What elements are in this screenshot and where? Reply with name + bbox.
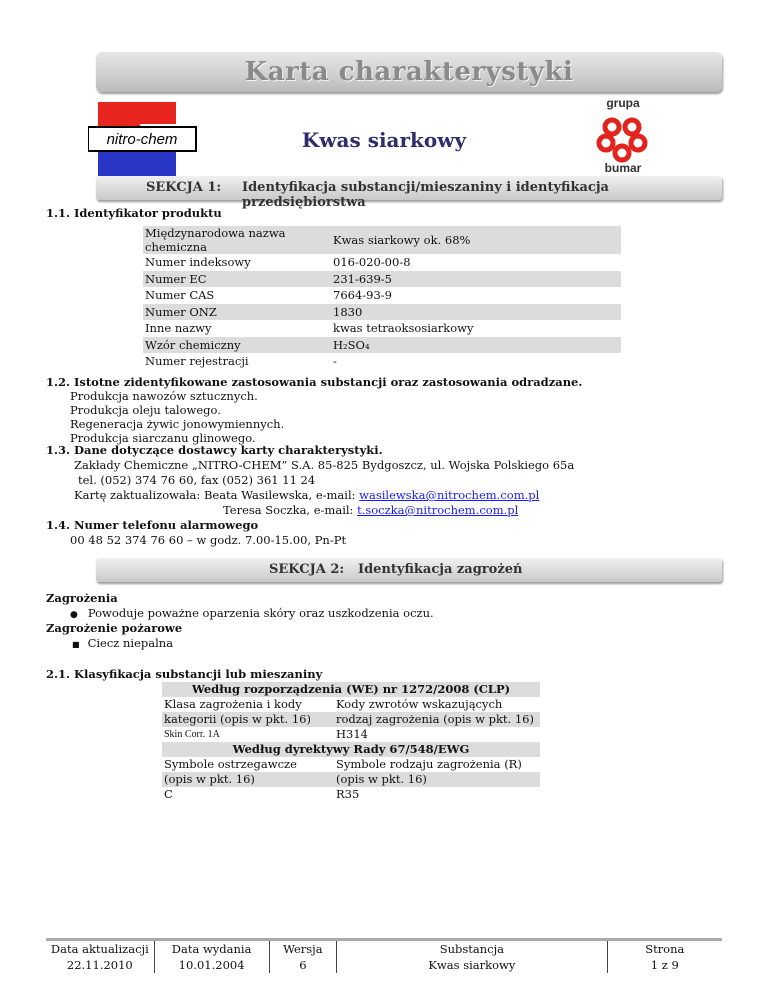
dsd-col2-header: Symbole rodzaju zagrożenia (R) — [336, 757, 522, 771]
identifier-value: Kwas siarkowy ok. 68% — [333, 233, 471, 247]
clp-value-2: H314 — [336, 727, 368, 741]
section-2-title: Identyfikacja zagrożeń — [358, 562, 523, 577]
heading-2-1: 2.1. Klasyfikacja substancji lub mieszaniny — [46, 667, 323, 681]
fire-hazard-heading: Zagrożenie pożarowe — [46, 621, 183, 635]
footer-label: Data wydania — [154, 941, 269, 957]
dsd-value-2: R35 — [336, 787, 360, 801]
identifier-value: kwas tetraoksosiarkowy — [333, 321, 474, 336]
contact-line-1: Kartę zaktualizowała: Beata Wasilewska, e-mail: wasilewska@nitrochem.com.pl — [74, 488, 540, 502]
identifier-row — [143, 337, 621, 354]
clp-col2-header: Kody zwrotów wskazujących — [336, 697, 503, 711]
section-2-number: SEKCJA 2: — [269, 562, 345, 577]
footer-label: Data aktualizacji — [46, 941, 154, 957]
bumar-logo-top-text: grupa — [606, 97, 640, 110]
identifier-label: Międzynarodowa nazwa chemiczna — [145, 226, 286, 254]
hazard-item: ● Powoduje poważne oparzenia skóry oraz uszkodzenia oczu. — [70, 606, 434, 620]
clp-value-1: Skin Corr. 1A — [164, 729, 220, 740]
identifier-label: Numer ONZ — [145, 304, 217, 319]
dsd-col1-header: Symbole ostrzegawcze — [164, 757, 297, 771]
heading-1-4: 1.4. Numer telefonu alarmowego — [46, 518, 259, 532]
identifier-row — [143, 226, 621, 254]
version: 6 — [269, 957, 337, 973]
supplier-address: Zakłady Chemiczne „NITRO-CHEM” S.A. 85-825 Bydgoszcz, ul. Wojska Polskiego 65a — [74, 458, 575, 472]
identifier-row — [143, 254, 621, 271]
identifier-label: Numer EC — [145, 271, 207, 286]
page-number: 1 z 9 — [650, 958, 679, 972]
identifier-label: Inne nazwy — [145, 321, 212, 336]
contact-line-2: Teresa Soczka, e-mail: t.soczka@nitrochem.com.pl — [223, 503, 519, 517]
section-2-header — [96, 558, 722, 582]
identifier-value: 7664-93-9 — [333, 288, 392, 303]
footer-label: Strona — [645, 942, 685, 956]
substance: Kwas siarkowy — [337, 957, 607, 973]
use-item: Produkcja siarczanu glinowego. — [70, 431, 256, 445]
issue-date: 10.01.2004 — [154, 957, 269, 973]
hazards-heading: Zagrożenia — [46, 591, 118, 605]
identifier-row — [143, 353, 621, 370]
clp-title: Według rozporządzenia (WE) nr 1272/2008 (CLP) — [162, 682, 540, 697]
identifier-row — [143, 287, 621, 304]
identifier-row — [143, 304, 621, 321]
clp-col1-header: Klasa zagrożenia i kody — [164, 697, 302, 711]
bumar-logo — [588, 97, 658, 175]
identifier-value: - — [333, 354, 337, 369]
email-link-soczka[interactable]: t.soczka@nitrochem.com.pl — [357, 503, 519, 517]
square-bullet-icon: ■ — [72, 640, 80, 649]
heading-1-1: 1.1. Identyfikator produktu — [46, 206, 222, 220]
identifier-value: H₂SO₄ — [333, 337, 370, 352]
emergency-phone: 00 48 52 374 76 60 – w godz. 7.00-15.00, Pn-Pt — [70, 533, 347, 547]
identifier-row — [143, 320, 621, 337]
identifier-label: Numer CAS — [145, 288, 215, 303]
section-1-number: SEKCJA 1: — [146, 180, 222, 195]
supplier-phone: tel. (052) 374 76 60, fax (052) 361 11 24 — [78, 473, 316, 487]
use-item: Produkcja nawozów sztucznych. — [70, 389, 258, 403]
bumar-logo-bottom-text: bumar — [604, 161, 642, 175]
footer-label: Substancja — [337, 941, 607, 957]
document-title: Karta charakterystyki — [244, 57, 574, 87]
footer-label: Wersja — [269, 941, 337, 957]
identifier-label: Numer indeksowy — [145, 255, 251, 270]
identifier-label: Numer rejestracji — [145, 354, 249, 369]
section-1-header — [96, 176, 722, 210]
use-item: Regeneracja żywic jonowymiennych. — [70, 417, 285, 431]
section-1-title: Identyfikacja substancji/mieszaniny i identyfikacja przedsiębiorstwa — [242, 180, 609, 210]
update-date: 22.11.2010 — [46, 957, 154, 973]
identifier-row — [143, 271, 621, 288]
dsd-value-1: C — [164, 787, 173, 801]
identifier-value: 016-020-00-8 — [333, 255, 411, 270]
bullet-icon: ● — [70, 610, 78, 620]
identifier-label: Wzór chemiczny — [145, 337, 241, 352]
classification-table: Według rozporządzenia (WE) nr 1272/2008 (CLP) Klasa zagrożenia i kody Kody zwrotów wskazujących kategorii (opis w pkt. 16) rodzaj zagrożenia (opis w pkt. 16) Skin Corr. 1A H314 Według dyrektywy Rady 67/548/EWG Symbole ostrzegawcze Symbole rodzaju zagrożenia (R) (opis w pkt. 16) (opis w pkt. 16) C R35 — [162, 682, 540, 802]
fire-hazard-item: ■ Ciecz niepalna — [72, 636, 174, 650]
identifier-value: 231-639-5 — [333, 271, 392, 286]
identifier-value: 1830 — [333, 304, 363, 319]
product-name: Kwas siarkowy — [301, 128, 467, 152]
product-identifier-table — [143, 226, 621, 370]
heading-1-3: 1.3. Dane dotyczące dostawcy karty charakterystyki. — [46, 443, 383, 457]
page-footer — [46, 938, 722, 973]
email-link-wasilewska[interactable]: wasilewska@nitrochem.com.pl — [359, 488, 540, 502]
dsd-title: Według dyrektywy Rady 67/548/EWG — [162, 742, 540, 757]
use-item: Produkcja oleju talowego. — [70, 403, 221, 417]
heading-1-2: 1.2. Istotne zidentyfikowane zastosowania substancji oraz zastosowania odradzane. — [46, 375, 583, 389]
nitro-chem-logo-text: nitro-chem — [106, 131, 178, 148]
title-banner — [96, 52, 722, 92]
